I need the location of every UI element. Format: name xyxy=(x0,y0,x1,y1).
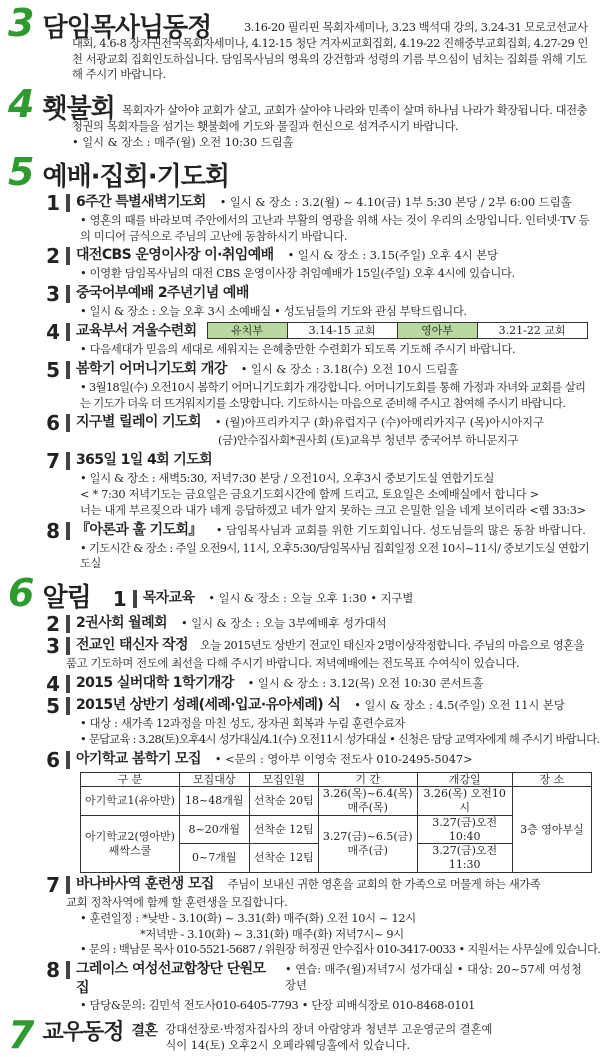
item-detail: • 문답교육 : 3.28(토)오후4시 성가대실/4.1(수) 오전11시 성가대실 • 신청은 담당 교역자에게 해 주시기 바랍니다. xyxy=(80,732,600,746)
item-bar xyxy=(66,247,70,265)
item-bar xyxy=(66,285,70,303)
item-bar xyxy=(66,522,70,540)
item-detail: 품고 기도하며 전도에 최선을 다해 주시기 바랍니다. 저녁예배에는 전도목표 수여식이 있습니다. xyxy=(66,657,520,671)
item-title: 2권사회 월례회 xyxy=(76,615,167,632)
table-cell: 18~48개월 xyxy=(179,787,249,816)
table-cell: 선착순 12팀 xyxy=(249,844,318,873)
item-detail: • 이영환 담임목사님의 대전 CBS 운영이사장 취임예배가 15일(주일) 오후 4시에 있습니다. xyxy=(80,267,515,281)
retreat-schedule-table xyxy=(207,322,588,339)
section-title: 알림 xyxy=(42,583,91,614)
item-title: 바나바사역 훈련생 모집 xyxy=(76,875,214,892)
section-title: 담임목사님동정 xyxy=(42,13,212,43)
table-header: 모집대상 xyxy=(179,772,249,787)
section-torch-meeting xyxy=(8,82,592,150)
section-member-news xyxy=(8,1012,592,1057)
item-info: • 일시 & 장소 : 오늘 3부예배후 성가대석 xyxy=(180,617,387,631)
item-bar xyxy=(66,194,70,212)
item-bar xyxy=(66,637,70,655)
notice-item xyxy=(38,747,592,772)
item-bar xyxy=(66,414,70,432)
item-bar xyxy=(66,361,70,379)
item-detail: • 일시 & 장소 : 오늘 오후 3시 소예배실 • 성도님들의 기도와 관심 부탁드립니다. xyxy=(80,305,467,319)
wedding-text: 강대선장로·박정자집사의 장녀 아람양과 청년부 고운영군의 결혼예식이 14(토) 오후2시 오페라웨딩홀에서 있습니다. xyxy=(165,1022,493,1053)
item-title: 365일 1일 4회 기도회 xyxy=(76,452,213,469)
item-info: 주님이 보내신 귀한 영혼을 교회의 한 가족으로 머물게 하는 새가족 xyxy=(227,877,541,891)
item-detail: • 기도시간 & 장소 : 주일 오전9시, 11시, 오후5:30/담임목사님 집회일정 오전 10시~11시/ 중보기도실 연합기도실 xyxy=(80,541,589,571)
worship-item xyxy=(38,357,592,382)
item-title: 아기학교 봄학기 모집 xyxy=(76,750,201,767)
item-number: 1 xyxy=(112,587,127,612)
item-number: 8 xyxy=(46,958,60,983)
table-cell: 3.27(금)오전11:30 xyxy=(417,844,512,873)
item-title: 그레이스 여성선교합창단 단원모집 xyxy=(76,961,266,997)
item-bar xyxy=(66,876,70,894)
table-header: 장 소 xyxy=(512,772,591,787)
item-title: 전교인 태신자 작정 xyxy=(76,637,188,654)
item-title: 2015 실버대학 1학기개강 xyxy=(76,675,234,692)
item-detail: • 다음세대가 믿음의 세대로 세워지는 은혜충만한 수련회가 되도록 기도해 주시기 바랍니다. xyxy=(80,342,516,356)
item-number: 7 xyxy=(46,449,60,474)
item-number: 5 xyxy=(46,694,60,719)
item-number: 2 xyxy=(46,612,60,637)
item-number: 3 xyxy=(46,282,60,307)
item-number: 7 xyxy=(46,872,60,897)
item-info: • (월)아프리카지구 (화)유럽지구 (수)아메리카지구 (목)아시아지구 xyxy=(214,416,544,430)
item-bar xyxy=(133,590,137,608)
item-number: 3 xyxy=(46,634,60,659)
notice-item xyxy=(38,612,592,637)
item-detail: • 담당&문의: 김민석 전도사010-6405-7793 • 단장 피배식장로 010-8468-0101 xyxy=(80,998,476,1012)
item-number: 1 xyxy=(46,190,60,215)
notice-item xyxy=(38,960,592,998)
item-title: 목자교육 xyxy=(142,590,195,607)
item-detail: • 영혼의 때를 바라보며 주안에서의 고난과 부활의 영광을 위해 사는 것이 우리의 소망입니다. 인터넷·TV 등의 미디어 금식으로 주님의 고난에 동참하시기 바랍니다. xyxy=(80,213,590,243)
item-info: 오늘 2015년도 상반기 전교인 태신자 2명이상작정합니다. 주님의 마음으로 영혼을 xyxy=(199,639,585,653)
table-row xyxy=(81,787,592,816)
item-detail: • 훈련일정 : *낮반 - 3.10(화) ~ 3.31(화) 매주(화) 오전 10시 ~ 12시 xyxy=(80,911,416,925)
worship-item xyxy=(38,190,592,215)
table-cell: 0~7개월 xyxy=(179,844,249,873)
item-info: • 일시 & 장소 : 오늘 오후 1:30 • 지구별 xyxy=(208,592,414,606)
table-header: 개강일 xyxy=(417,772,512,787)
section-notices xyxy=(8,571,600,1014)
item-info: • 일시 & 장소 : 3.18(수) 오전 10시 드림홀 xyxy=(240,362,459,376)
item-bar xyxy=(66,615,70,633)
item-number: 8 xyxy=(46,518,60,543)
item-bar xyxy=(66,452,70,470)
notice-item xyxy=(38,672,592,697)
section-title: 예배·집회·기도회 xyxy=(42,161,230,192)
item-number: 6 xyxy=(46,411,60,436)
table-cell: 3.27(금)~6.5(금) 매주(금) xyxy=(318,815,417,872)
item-bar xyxy=(66,697,70,715)
item-title: 6주간 특별새벽기도회 xyxy=(76,193,206,210)
section-pastor-schedule xyxy=(8,1,592,83)
notice-item xyxy=(38,694,592,719)
table-cell: 아기학교1(유아반) xyxy=(81,787,180,816)
table-cell: 3.26(목)~6.4(목) 매주(목) xyxy=(318,787,417,816)
item-number: 6 xyxy=(46,747,60,772)
item-detail: • 일시 & 장소 : 새벽5:30, 저녁7:30 본당 / 오전10시, 오후3시 중보기도실 연합기도실 xyxy=(80,472,495,486)
item-info: • 담임목사님과 교회를 위한 기도회입니다. 성도님들의 많은 동참 바랍니다. xyxy=(215,523,586,537)
worship-item xyxy=(38,411,592,436)
worship-item xyxy=(38,449,592,474)
item-number: 2 xyxy=(46,244,60,269)
item-info: • 일시 & 장소 : 3.15(주일) 오후 4시 본당 xyxy=(287,249,499,263)
baby-school-table xyxy=(80,772,592,873)
item-detail: *저녁반 - 3.10(화) ~ 3.31(화) 매주(화) 저녁7시~ 9시 xyxy=(140,927,404,941)
table-cell: 영아부 xyxy=(397,322,477,338)
item-bar xyxy=(66,675,70,693)
item-info: • 일시 & 장소 : 3.12(목) 오전 10:30 콘서트홀 xyxy=(247,677,484,691)
section-number: 4 xyxy=(8,82,35,127)
table-cell: 3.21-22 교회 xyxy=(477,322,587,338)
item-detail: 교회 정착사역에 함께 할 훈련생을 모집합니다. xyxy=(66,895,288,909)
item-number: 5 xyxy=(46,357,60,382)
item-info: • 일시 & 장소 : 3.2(월) ~ 4.10(금) 1부 5:30 본당 / 2부 6:00 드림홀 xyxy=(219,195,572,209)
section-number: 7 xyxy=(8,1012,35,1057)
table-cell: 3.27(금)오전10:40 xyxy=(417,815,512,844)
item-title: 중국어부예배 2주년기념 예배 xyxy=(76,285,249,302)
worship-item xyxy=(38,282,592,307)
table-cell: 아기학교2(영아반) 쌔싹스쿨 xyxy=(81,815,180,872)
item-number: 4 xyxy=(46,672,60,697)
table-cell: 선착순 20팀 xyxy=(249,787,318,816)
worship-item xyxy=(38,518,592,543)
item-title: 봄학기 어머니기도회 개강 xyxy=(76,360,227,377)
torch-meeting-time: • 일시 & 장소 : 매주(월) 오전 10:30 드림홀 xyxy=(72,135,294,149)
section-title: 교우동정 xyxy=(42,1019,124,1045)
item-detail: 너는 내게 부르짖으라 내가 네게 응답하겠고 네가 알지 못하는 크고 은밀한 일을 네게 보이리라 <렘 33:3> xyxy=(80,503,586,517)
item-info: • 일시 & 장소 : 4.5(주일) 오전 11시 본당 xyxy=(354,699,565,713)
notice-item xyxy=(38,872,592,897)
torch-meeting-text: 목회자가 살아야 교회가 살고, 교회가 살아야 나라와 민족이 살며 하나님 나라가 확장됩니다. 대전충청권의 목회자들을 섬기는 횃불회에 기도와 물질과 헌신으로 섬겨주시기 바랍니다. xyxy=(72,104,588,134)
table-cell: 유치부 xyxy=(207,322,287,338)
section-number: 6 xyxy=(8,571,35,616)
item-detail: (금)안수집사회*권사회 (토)교육부 청년부 중국어부 하니문지구 xyxy=(218,434,519,448)
wedding-label: 결혼 xyxy=(131,1022,158,1039)
item-title: 대전CBS 운영이사장 이·취임예배 xyxy=(76,247,274,264)
worship-item xyxy=(38,244,592,269)
section-number: 5 xyxy=(8,149,35,194)
item-title: 지구별 릴레이 기도회 xyxy=(76,414,201,431)
pastor-schedule-text: 3.16-20 필리핀 목회자세미나, 3.23 백석대 강의, 3.24-31 모로코선교사대회, 4.6-8 장자권전국목회자세미나, 4.12-15 청단 겨자씨교회집회, 4.19-22 진해중부교회집회, 4.27-29 인천 서광교회 집회인도하십니다. 담임목사님의 영육의 강건함과 성령의 기름 부으심이 넘치는 집회를 위해 기도해 주시기 바랍니다. xyxy=(72,21,588,82)
item-detail: • 문의 : 백남문 목사 010-5521-5687 / 위원장 허정권 안수집사 010-3417-0033 • 지원서는 사무실에 있습니다. xyxy=(80,943,600,957)
section-number: 3 xyxy=(8,1,35,45)
table-cell: 3층 영아부실 xyxy=(512,787,591,873)
table-cell: 3.26(목) 오전10시 xyxy=(417,787,512,816)
item-info: • 연습: 매주(월)저녁7시 성가대실 • 대상: 20~57세 여성청장년 xyxy=(285,963,582,992)
item-bar xyxy=(66,323,70,341)
item-detail: < * 7:30 저녁기도는 금요일은 금요기도회시간에 함께 드리고, 토요일은 소예배실에서 합니다 > xyxy=(80,488,539,501)
item-detail: • 대상 : 새가족 12과정을 마친 성도, 장자권 회복과 누림 훈련수료자 xyxy=(80,717,406,731)
table-cell: 선착순 12팀 xyxy=(249,815,318,844)
item-info: • <문의 : 영아부 이영숙 전도사 010-2495-5047> xyxy=(214,752,473,766)
table-header: 모집인원 xyxy=(249,772,318,787)
item-bar xyxy=(66,751,70,769)
item-bar xyxy=(66,961,70,979)
item-title: 2015년 상반기 성례(세례·입교·유아세례) 식 xyxy=(76,697,341,714)
table-cell: 8~20개월 xyxy=(179,815,249,844)
section-worship xyxy=(8,149,592,573)
worship-item xyxy=(38,319,592,344)
section-title: 횃불회 xyxy=(42,94,115,125)
table-cell: 3.14-15 교회 xyxy=(287,322,397,338)
item-detail: • 3월18일(수) 오전10시 봄학기 어머니기도회가 개강합니다. 어머니기도회를 통해 가정과 자녀와 교회를 살리는 기도가 더욱 더 뜨거워지기를 소망합니다. 기도하시는 마음으로 준비해 주시고 참여해 주시기 바랍니다. xyxy=(80,380,586,410)
item-title: 교육부서 겨울수련회 xyxy=(76,322,197,339)
table-header: 구 분 xyxy=(81,772,180,787)
notice-item xyxy=(38,634,592,659)
table-header: 기 간 xyxy=(318,772,417,787)
item-number: 4 xyxy=(46,319,60,344)
item-title: 『아론과 훌 기도회』 xyxy=(76,521,202,538)
